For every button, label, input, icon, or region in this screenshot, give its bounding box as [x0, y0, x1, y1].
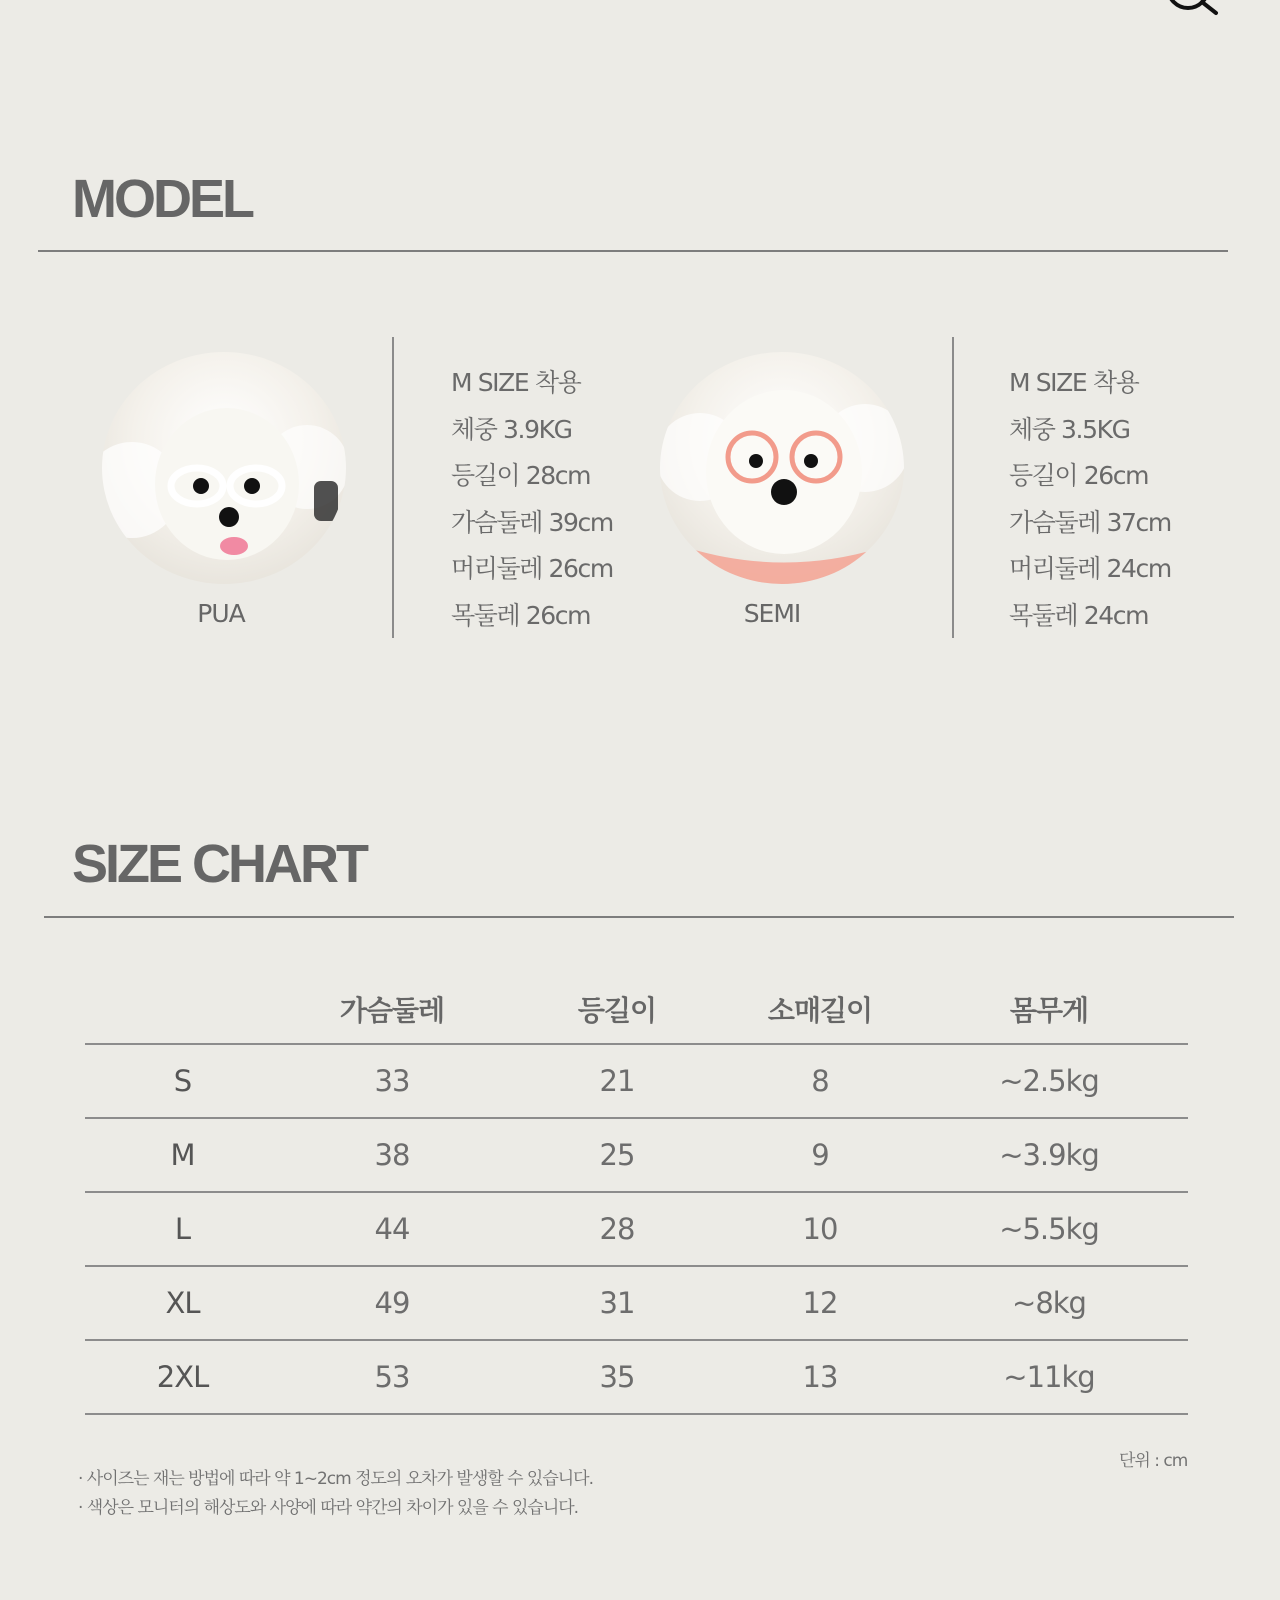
size-notes	[78, 1465, 593, 1523]
back-length-column-header: 등길이	[504, 975, 730, 1044]
chest-column-header: 가슴둘레	[280, 975, 504, 1044]
table-row	[85, 1044, 1188, 1118]
model-divider	[38, 250, 1228, 252]
back-length-cell: 31	[504, 1266, 730, 1340]
back-length-cell: 21	[504, 1044, 730, 1118]
size-note-item: · 사이즈는 재는 방법에 따라 약 1~2cm 정도의 오차가 발생할 수 있습니다.	[78, 1469, 594, 1489]
size-cell: L	[85, 1192, 280, 1266]
pua-name: PUA	[197, 599, 245, 628]
back-length-cell: 35	[504, 1340, 730, 1414]
table-row	[85, 1192, 1188, 1266]
size-cell: S	[85, 1044, 280, 1118]
pua-photo	[102, 352, 346, 584]
size-chart-divider	[44, 916, 1234, 918]
size-chart-table	[85, 975, 1188, 1415]
model-title: MODEL	[72, 169, 252, 229]
model-card-pua	[100, 337, 650, 642]
pua-spec-item: 가슴둘레 39cm	[451, 507, 613, 537]
back-length-cell: 25	[504, 1118, 730, 1192]
sleeve-length-cell: 12	[730, 1266, 910, 1340]
sleeve-length-cell: 8	[730, 1044, 910, 1118]
pua-spec-item: 목둘레 26cm	[451, 600, 591, 630]
semi-photo	[660, 352, 904, 584]
size-chart-title: SIZE CHART	[72, 834, 366, 894]
unit-note: 단위 : cm	[1119, 1451, 1188, 1471]
semi-spec-item: 체중 3.5KG	[1009, 414, 1130, 444]
pua-spec-item: 체중 3.9KG	[451, 414, 572, 444]
table-row	[85, 1340, 1188, 1414]
sleeve-length-cell: 9	[730, 1118, 910, 1192]
semi-spec-item: 가슴둘레 37cm	[1009, 507, 1171, 537]
weight-column-header: 몸무게	[910, 975, 1188, 1044]
sleeve-length-column-header: 소매길이	[730, 975, 910, 1044]
semi-spec-item: 등길이 26cm	[1009, 461, 1149, 490]
pua-vertical-divider	[392, 337, 394, 638]
pua-spec-item: 등길이 28cm	[451, 461, 591, 490]
size-chart-header-row	[85, 975, 1188, 1044]
semi-name: SEMI	[743, 599, 801, 628]
model-card-semi	[652, 337, 1202, 642]
sleeve-length-cell: 13	[730, 1340, 910, 1414]
chest-cell: 53	[280, 1340, 504, 1414]
chest-cell: 33	[280, 1044, 504, 1118]
size-note-item: · 색상은 모니터의 해상도와 사양에 따라 약간의 차이가 있을 수 있습니다.	[78, 1498, 579, 1518]
chest-cell: 44	[280, 1192, 504, 1266]
chest-cell: 49	[280, 1266, 504, 1340]
semi-spec-list	[1009, 360, 1171, 639]
table-row	[85, 1118, 1188, 1192]
semi-spec-item: M SIZE 착용	[1009, 368, 1139, 397]
weight-cell: ~2.5kg	[910, 1044, 1188, 1118]
chest-cell: 38	[280, 1118, 504, 1192]
size-column-header	[85, 975, 280, 1044]
weight-cell: ~3.9kg	[910, 1118, 1188, 1192]
weight-cell: ~5.5kg	[910, 1192, 1188, 1266]
size-cell: M	[85, 1118, 280, 1192]
weight-cell: ~8kg	[910, 1266, 1188, 1340]
sleeve-length-cell: 10	[730, 1192, 910, 1266]
pua-spec-list	[451, 360, 613, 639]
size-cell: 2XL	[85, 1340, 280, 1414]
search-icon[interactable]	[1158, 0, 1228, 38]
back-length-cell: 28	[504, 1192, 730, 1266]
pua-spec-item: M SIZE 착용	[451, 368, 581, 397]
semi-vertical-divider	[952, 337, 954, 638]
semi-spec-item: 머리둘레 24cm	[1009, 554, 1171, 583]
pua-spec-item: 머리둘레 26cm	[451, 554, 613, 583]
table-row	[85, 1266, 1188, 1340]
size-cell: XL	[85, 1266, 280, 1340]
semi-spec-item: 목둘레 24cm	[1009, 600, 1149, 630]
weight-cell: ~11kg	[910, 1340, 1188, 1414]
